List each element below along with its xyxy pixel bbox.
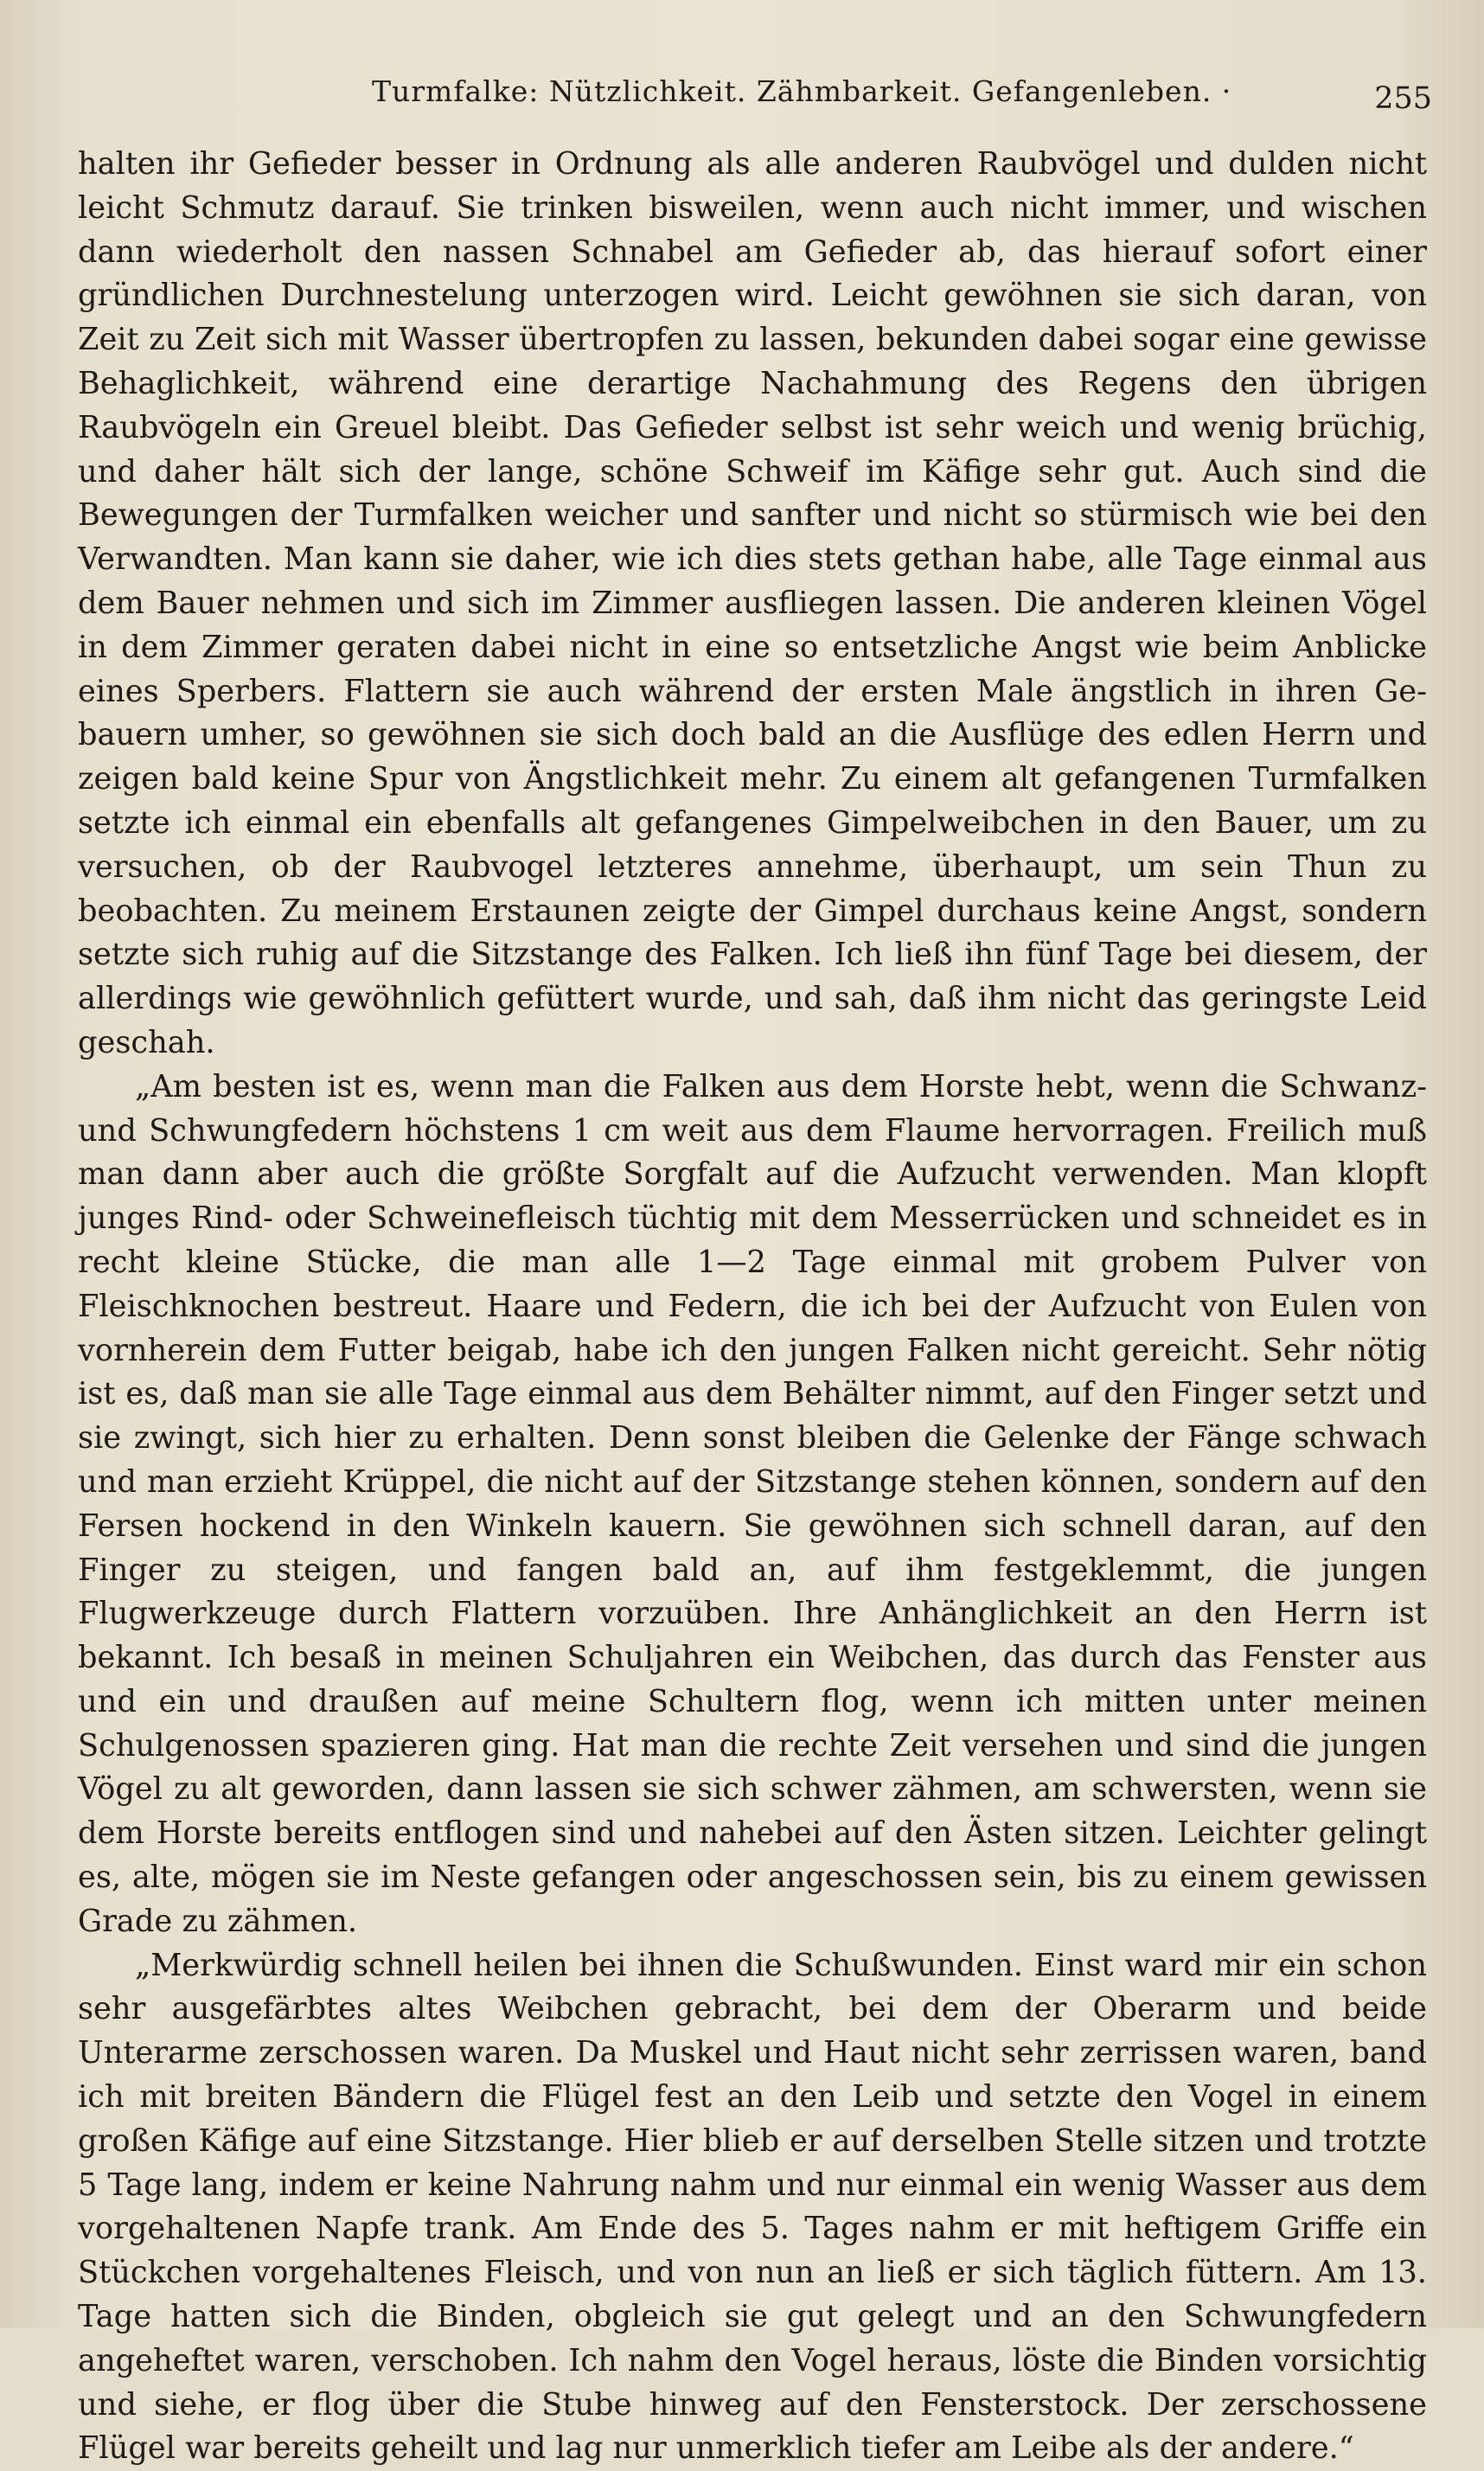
body-text: [78, 143, 1427, 2471]
running-head: Turmfalke: Nützlichkeit. Zähmbarkeit. Gefangenleben. ·: [372, 74, 1232, 108]
page-number: 255: [1374, 81, 1432, 116]
page-header: [78, 69, 1432, 121]
paragraph-3: „Merkwürdig schnell heilen bei ihnen die Schußwunden. Einst ward mir ein schon sehr ausgefärbtes altes Weibchen gebracht, bei dem der Oberarm und beide Unterarme zerschossen waren. Da Muskel und Haut nicht sehr zerrissen waren, band ich mit breiten Bändern die Flügel fest an den Leib und setzte den Vogel in einem großen Käfige auf eine Sitzstange. Hier blieb er auf derselben Stelle sitzen und trotzte 5 Tage lang, indem er keine Nahrung nahm und nur einmal ein wenig Wasser aus dem vorgehaltenen Napfe trank. Am Ende des 5. Tages nahm er mit heftigem Griffe ein Stückchen vorgehaltenes Fleisch, und von nun an ließ er sich täglich füttern. Am 13. Tage hatten sich die Binden, obgleich sie gut gelegt und an den Schwungfedern angeheftet waren, verschoben. Ich nahm den Vogel heraus, löste die Binden vorsichtig und siehe, er flog über die Stube hinweg auf den Fensterstock. Der zerschossene Flügel war bereits geheilt und lag nur unmerklich tiefer am Leibe als der andere.“: [78, 1947, 1427, 2467]
paragraph-2: „Am besten ist es, wenn man die Falken aus dem Horste hebt, wenn die Schwanz- und Schwungfedern höchstens 1 cm weit aus dem Flaume hervorragen. Freilich muß man dann aber auch die größte Sorgfalt auf die Aufzucht verwenden. Man klopft junges Rind- oder Schweinefleisch tüchtig mit dem Messerrücken und schneidet es in recht kleine Stücke, die man alle 1—2 Tage einmal mit grobem Pulver von Fleischknochen bestreut. Haare und Federn, die ich bei der Aufzucht von Eulen von vornherein dem Futter beigab, habe ich den jungen Falken nicht gereicht. Sehr nötig ist es, daß man sie alle Tage einmal aus dem Behälter nimmt, auf den Finger setzt und sie zwingt, sich hier zu erhalten. Denn sonst bleiben die Gelenke der Fänge schwach und man erzieht Krüppel, die nicht auf der Sitzstange stehen können, sondern auf den Fersen hockend in den Winkeln kauern. Sie gewöhnen sich schnell daran, auf den Finger zu steigen, und fangen bald an, auf ihm festgeklemmt, die jungen Flugwerkzeuge durch Flattern vorzuüben. Ihre Anhänglichkeit an den Herrn ist bekannt. Ich besaß in meinen Schuljahren ein Weibchen, das durch das Fenster aus und ein und draußen auf meine Schultern flog, wenn ich mitten unter meinen Schulgenossen spazieren ging. Hat man die rechte Zeit versehen und sind die jungen Vögel zu alt geworden, dann lassen sie sich schwer zähmen, am schwersten, wenn sie dem Horste bereits entflogen sind und nahebei auf den Ästen sitzen. Leichter gelingt es, alte, mögen sie im Neste gefangen oder angeschossen sein, bis zu einem gewissen Grade zu zähmen.: [78, 1068, 1427, 1939]
paragraph-1: halten ihr Gefieder besser in Ordnung als alle anderen Raubvögel und dulden nicht leicht Schmutz darauf. Sie trinken bisweilen, wenn auch nicht immer, und wischen dann wiederholt den nassen Schnabel am Gefieder ab, das hierauf sofort einer gründlichen Durchnestelung unterzogen wird. Leicht gewöhnen sie sich daran, von Zeit zu Zeit sich mit Wasser übertropfen zu lassen, bekunden dabei sogar eine gewisse Behaglichkeit, während eine derartige Nachahmung des Regens den übrigen Raubvögeln ein Greuel bleibt. Das Gefieder selbst ist sehr weich und wenig brüchig, und daher hält sich der lange, schöne Schweif im Käfige sehr gut. Auch sind die Bewegungen der Turmfalken weicher und sanfter und nicht so stürmisch wie bei den Verwandten. Man kann sie daher, wie ich dies stets gethan habe, alle Tage einmal aus dem Bauer nehmen und sich im Zimmer ausfliegen lassen. Die anderen kleinen Vögel in dem Zimmer geraten dabei nicht in eine so entsetzliche Angst wie beim Anblicke eines Sperbers. Flattern sie auch während der ersten Male ängstlich in ihren Gebauern umher, so gewöhnen sie sich doch bald an die Ausflüge des edlen Herrn und zeigen bald keine Spur von Ängstlichkeit mehr. Zu einem alt gefangenen Turmfalken setzte ich einmal ein ebenfalls alt gefangenes Gimpelweibchen in den Bauer, um zu versuchen, ob der Raubvogel letzteres annehme, überhaupt, um sein Thun zu beobachten. Zu meinem Erstaunen zeigte der Gimpel durchaus keine Angst, sondern setzte sich ruhig auf die Sitzstange des Falken. Ich ließ ihn fünf Tage bei diesem, der allerdings wie gewöhnlich gefüttert wurde, und sah, daß ihm nicht das geringste Leid geschah.: [78, 146, 1427, 1060]
